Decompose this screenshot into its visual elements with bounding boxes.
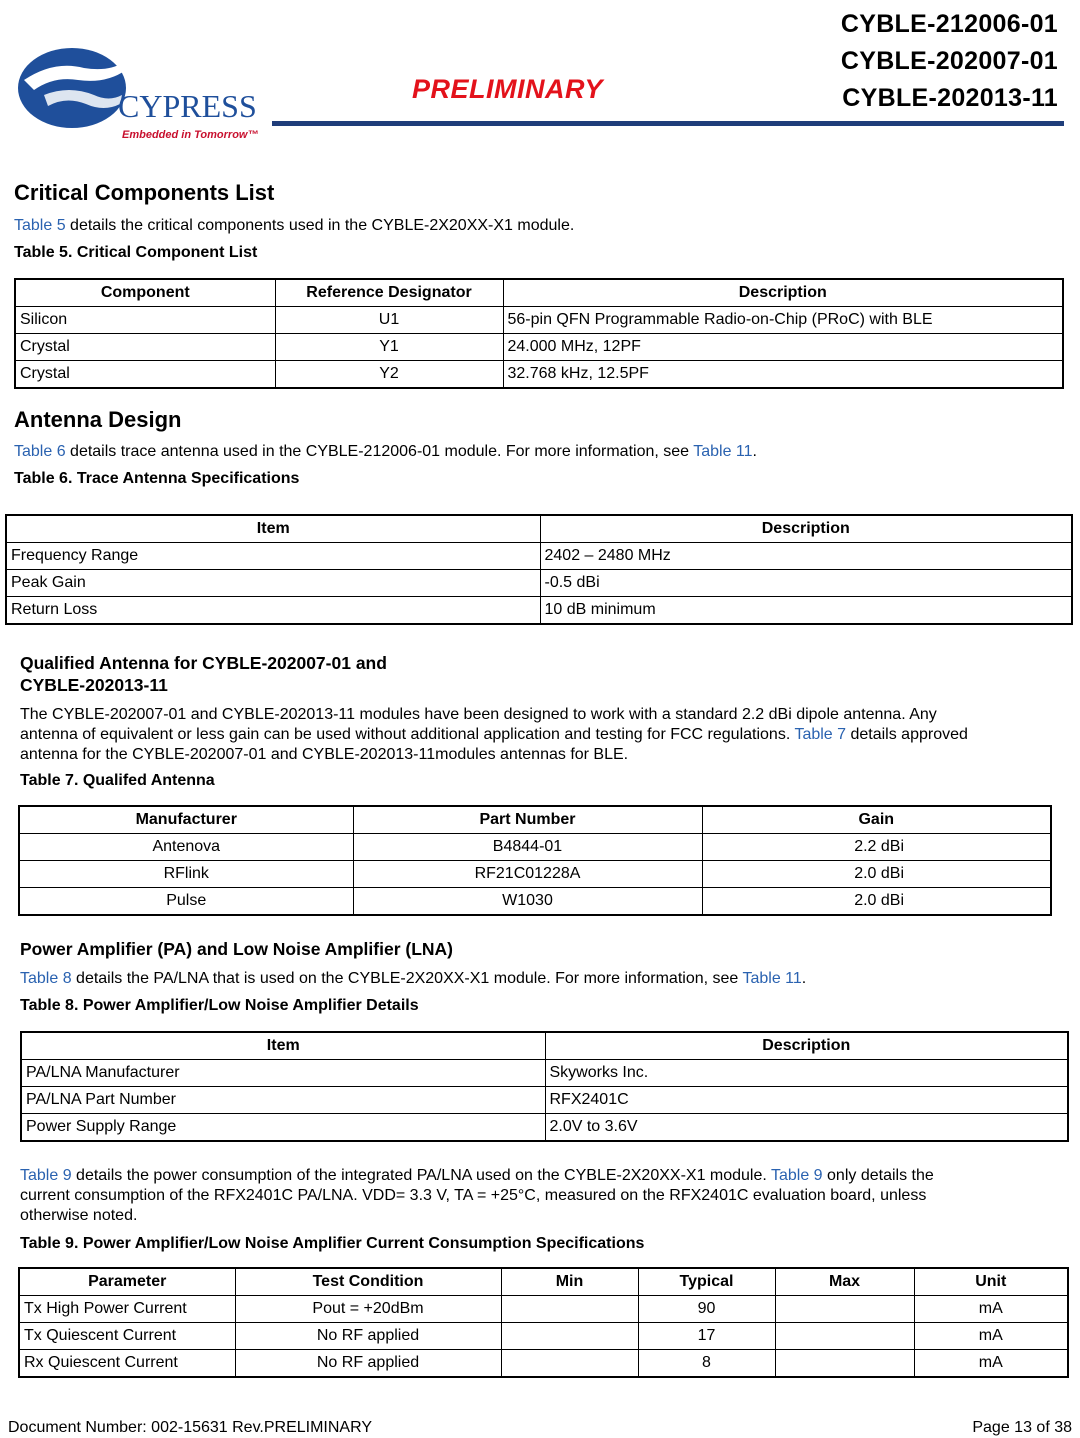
cell: [501, 1296, 638, 1323]
cell: RFX2401C: [545, 1087, 1068, 1114]
table-row: [21, 1114, 1068, 1142]
table-header-row: [21, 1032, 1068, 1060]
table-row: [6, 543, 1072, 570]
col-header: Unit: [914, 1268, 1068, 1296]
cell: Antenova: [19, 834, 353, 861]
link-table-5[interactable]: Table 5: [14, 217, 66, 234]
table-qualified-antenna: [18, 805, 1052, 916]
cell: [775, 1323, 914, 1350]
section-heading-critical: Critical Components List: [14, 180, 275, 205]
section-heading-antenna: Antenna Design: [14, 407, 182, 432]
cell: Skyworks Inc.: [545, 1060, 1068, 1087]
table-trace-antenna: [5, 514, 1073, 625]
table-row: [6, 597, 1072, 625]
header-rule: [272, 121, 1064, 126]
cell: mA: [914, 1323, 1068, 1350]
cell: Peak Gain: [6, 570, 540, 597]
table-row: [19, 888, 1051, 916]
table-row: [15, 361, 1063, 389]
link-table-11[interactable]: Table 11: [742, 970, 802, 987]
section-heading-pa-lna: Power Amplifier (PA) and Low Noise Amplifier (LNA): [20, 939, 453, 959]
table-header-row: [15, 279, 1063, 307]
col-header: Max: [775, 1268, 914, 1296]
table-6-caption: Table 6. Trace Antenna Specifications: [14, 470, 300, 487]
cell: Pout = +20dBm: [235, 1296, 501, 1323]
cell: RFlink: [19, 861, 353, 888]
table-row: [19, 1296, 1068, 1323]
table-row: [19, 1323, 1068, 1350]
cell: 10 dB minimum: [540, 597, 1072, 625]
cell: Rx Quiescent Current: [19, 1350, 235, 1378]
section-heading-qualified: Qualified Antenna for CYBLE-202007-01 and CYBLE-202013-11: [20, 653, 387, 695]
pa-intro: Table 8 details the PA/LNA that is used on the CYBLE-2X20XX-X1 module. For more information, see Table 11.: [20, 970, 807, 987]
link-table-11[interactable]: Table 11: [693, 443, 753, 460]
col-header: Reference Designator: [275, 279, 503, 307]
cell: Y1: [275, 334, 503, 361]
cell: PA/LNA Part Number: [21, 1087, 545, 1114]
part-number-3: CYBLE-202013-11: [842, 84, 1058, 112]
cell: 56-pin QFN Programmable Radio-on-Chip (PRoC) with BLE: [503, 307, 1063, 334]
link-table-9[interactable]: Table 9: [770, 1167, 823, 1184]
cell: PA/LNA Manufacturer: [21, 1060, 545, 1087]
cell: W1030: [353, 888, 702, 916]
col-header: Test Condition: [235, 1268, 501, 1296]
cell: B4844-01: [353, 834, 702, 861]
table-row: [21, 1060, 1068, 1087]
current-paragraph: Table 9 details the power consumption of the integrated PA/LNA used on the CYBLE-2X20XX-X1 module. Table 9 only details the current consumption of the RFX2401C PA/LNA. VDD= 3.3 V, TA = +25°C, measured on the RFX2401C evaluation board, unless otherwise noted.: [20, 1167, 934, 1224]
table-current-consumption: [18, 1267, 1069, 1378]
cell: 2402 – 2480 MHz: [540, 543, 1072, 570]
table-header-row: [6, 515, 1072, 543]
cell: Pulse: [19, 888, 353, 916]
footer-document-number: Document Number: 002-15631 Rev.PRELIMINARY: [8, 1419, 373, 1436]
col-header: Manufacturer: [19, 806, 353, 834]
table-row: [19, 861, 1051, 888]
cell: Frequency Range: [6, 543, 540, 570]
critical-intro: Table 5 details the critical components used in the CYBLE-2X20XX-X1 module.: [14, 217, 575, 234]
preliminary-label: PRELIMINARY: [412, 74, 604, 104]
cell: [501, 1323, 638, 1350]
col-header: Item: [6, 515, 540, 543]
cell: 17: [638, 1323, 775, 1350]
col-header: Description: [503, 279, 1063, 307]
cell: Tx Quiescent Current: [19, 1323, 235, 1350]
cell: 90: [638, 1296, 775, 1323]
col-header: Item: [21, 1032, 545, 1060]
col-header: Gain: [702, 806, 1051, 834]
col-header: Component: [15, 279, 275, 307]
cell: Crystal: [15, 334, 275, 361]
cell: 2.0 dBi: [702, 861, 1051, 888]
cell: 32.768 kHz, 12.5PF: [503, 361, 1063, 389]
logo-tagline: Embedded in Tomorrow™: [122, 129, 259, 141]
link-table-6[interactable]: Table 6: [14, 443, 66, 460]
cell: Return Loss: [6, 597, 540, 625]
col-header: Min: [501, 1268, 638, 1296]
cell: Tx High Power Current: [19, 1296, 235, 1323]
cell: 2.2 dBi: [702, 834, 1051, 861]
logo-wordmark: CYPRESS: [118, 88, 257, 124]
table-9-caption: Table 9. Power Amplifier/Low Noise Amplifier Current Consumption Specifications: [20, 1235, 645, 1252]
cell: 24.000 MHz, 12PF: [503, 334, 1063, 361]
table-7-caption: Table 7. Qualifed Antenna: [20, 772, 215, 789]
col-header: Description: [540, 515, 1072, 543]
table-row: [19, 834, 1051, 861]
cell: No RF applied: [235, 1323, 501, 1350]
cell: No RF applied: [235, 1350, 501, 1378]
cell: 2.0V to 3.6V: [545, 1114, 1068, 1142]
col-header: Typical: [638, 1268, 775, 1296]
cell: mA: [914, 1350, 1068, 1378]
table-row: [21, 1087, 1068, 1114]
col-header: Part Number: [353, 806, 702, 834]
cell: RF21C01228A: [353, 861, 702, 888]
footer-page-number: Page 13 of 38: [972, 1419, 1072, 1436]
table-row: [6, 570, 1072, 597]
cell: mA: [914, 1296, 1068, 1323]
link-table-8[interactable]: Table 8: [20, 970, 72, 987]
cell: [775, 1296, 914, 1323]
table-8-caption: Table 8. Power Amplifier/Low Noise Amplifier Details: [20, 997, 419, 1014]
part-numbers: [841, 6, 1058, 117]
col-header: Parameter: [19, 1268, 235, 1296]
table-row: [15, 334, 1063, 361]
table-row: [15, 307, 1063, 334]
part-number-2: CYBLE-202007-01: [840, 47, 1058, 75]
cell: [501, 1350, 638, 1378]
qualified-paragraph: The CYBLE-202007-01 and CYBLE-202013-11 modules have been designed to work with a standard 2.2 dBi dipole antenna. Any antenna of equivalent or less gain can be used without additional application and testing for FCC regulations. Table 7 details approved antenna for the CYBLE-202007-01 and CYBLE-202013-11modules antennas for BLE.: [20, 706, 968, 763]
link-table-7[interactable]: Table 7: [794, 726, 847, 743]
table-header-row: [19, 1268, 1068, 1296]
cell: Y2: [275, 361, 503, 389]
table-header-row: [19, 806, 1051, 834]
cell: 8: [638, 1350, 775, 1378]
table-5-caption: Table 5. Critical Component List: [14, 244, 258, 261]
table-row: [19, 1350, 1068, 1378]
cell: -0.5 dBi: [540, 570, 1072, 597]
link-table-9[interactable]: Table 9: [20, 1167, 72, 1184]
cypress-logo: [14, 40, 264, 145]
cell: U1: [275, 307, 503, 334]
cell: 2.0 dBi: [702, 888, 1051, 916]
table-critical-components: [14, 278, 1064, 389]
cell: [775, 1350, 914, 1378]
table-pa-lna-details: [20, 1031, 1069, 1142]
part-number-1: CYBLE-212006-01: [840, 10, 1058, 38]
col-header: Description: [545, 1032, 1068, 1060]
cell: Power Supply Range: [21, 1114, 545, 1142]
antenna-intro: Table 6 details trace antenna used in the CYBLE-212006-01 module. For more information, see Table 11.: [14, 443, 757, 460]
cell: Silicon: [15, 307, 275, 334]
cell: Crystal: [15, 361, 275, 389]
